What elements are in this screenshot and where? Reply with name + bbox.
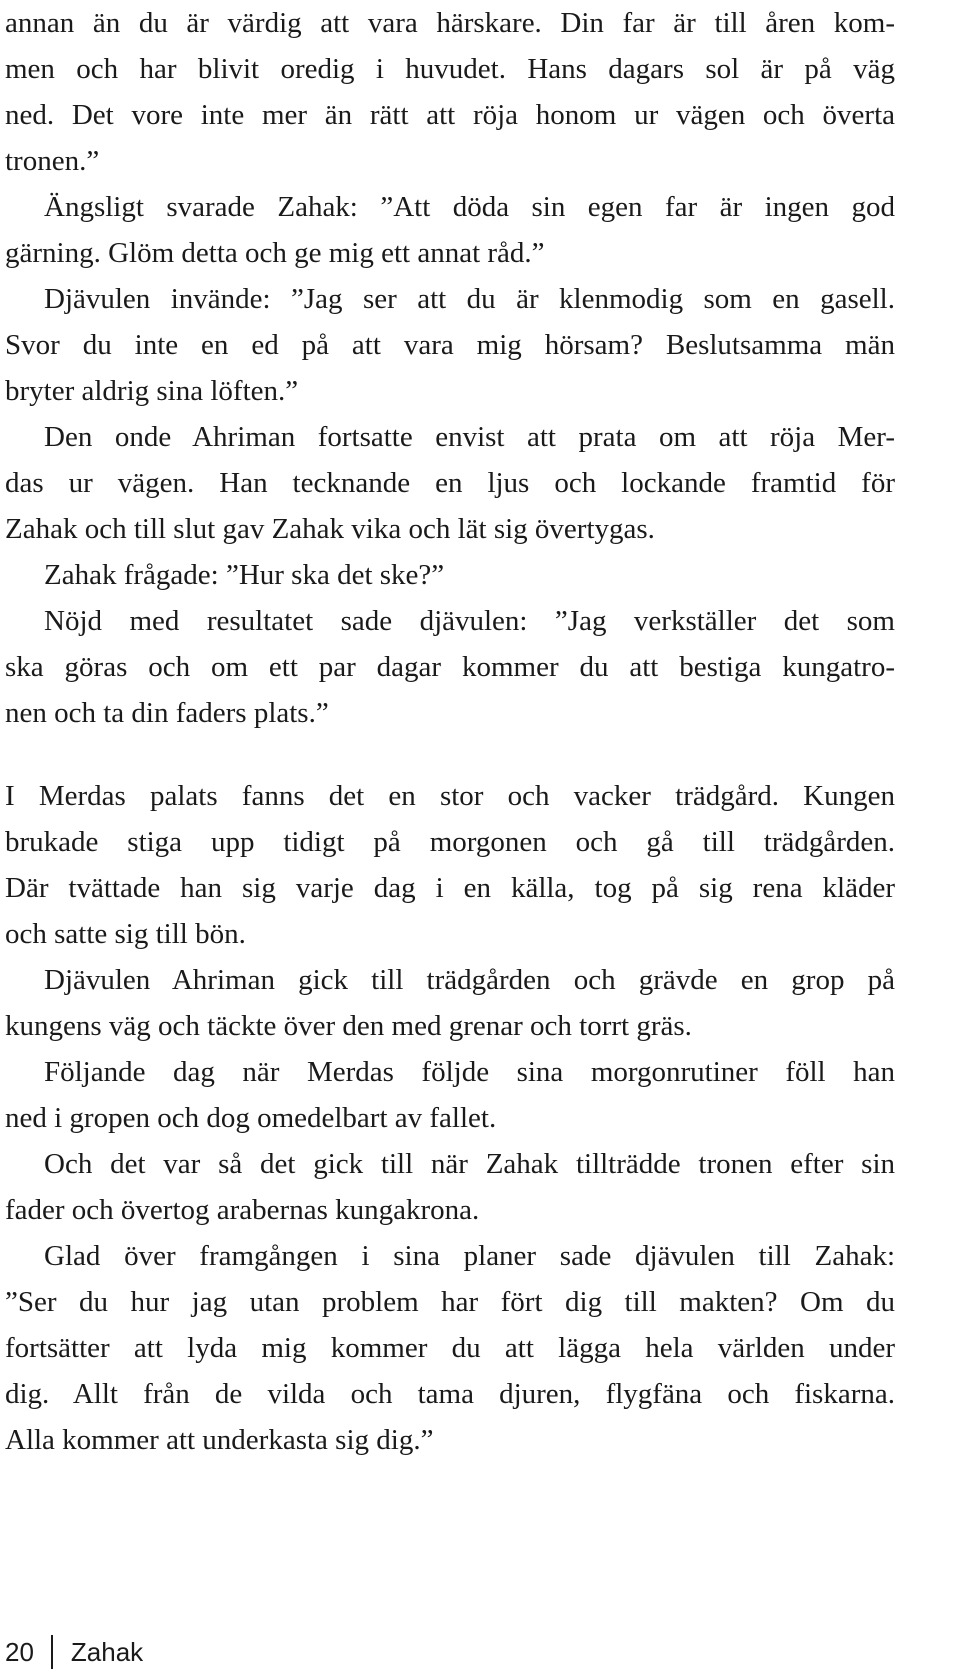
footer-divider	[51, 1635, 53, 1669]
text-line: Zahak och till slut gav Zahak vika och lät sig övertygas.	[5, 513, 655, 545]
text-line: Djävulen Ahriman gick till trädgården och grävde en grop på	[44, 964, 895, 996]
text-line: Svor du inte en ed på att vara mig hörsam? Beslutsamma män	[5, 329, 895, 361]
page-number: 20	[5, 1637, 34, 1667]
text-line: Den onde Ahriman fortsatte envist att prata om att röja Mer-	[44, 421, 895, 453]
text-line: Där tvättade han sig varje dag i en källa, tog på sig rena kläder	[5, 872, 895, 904]
text-line: fader och övertog arabernas kungakrona.	[5, 1194, 480, 1226]
page-footer	[5, 1632, 143, 1672]
text-line: Djävulen invände: ”Jag ser att du är klenmodig som en gasell.	[44, 283, 895, 315]
text-line: gärning. Glöm detta och ge mig ett annat råd.”	[5, 237, 545, 269]
text-line: I Merdas palats fanns det en stor och vacker trädgård. Kungen	[5, 780, 895, 812]
text-line: ”Ser du hur jag utan problem har fört dig till makten? Om du	[5, 1286, 895, 1318]
running-title: Zahak	[70, 1637, 144, 1667]
text-line: och satte sig till bön.	[5, 918, 246, 950]
text-line: Glad över framgången i sina planer sade djävulen till Zahak:	[44, 1240, 895, 1272]
text-line: men och har blivit oredig i huvudet. Hans dagars sol är på väg	[5, 53, 895, 85]
text-line: dig. Allt från de vilda och tama djuren, flygfäna och fiskarna.	[5, 1378, 895, 1410]
text-line: Följande dag när Merdas följde sina morgonrutiner föll han	[44, 1056, 895, 1088]
text-line: bryter aldrig sina löften.”	[5, 375, 299, 407]
text-line: fortsätter att lyda mig kommer du att lägga hela världen under	[5, 1332, 895, 1364]
text-line: Zahak frågade: ”Hur ska det ske?”	[44, 559, 445, 591]
text-line: annan än du är värdig att vara härskare. Din far är till åren kom-	[5, 7, 895, 39]
text-line: kungens väg och täckte över den med grenar och torrt gräs.	[5, 1010, 692, 1042]
text-line: nen och ta din faders plats.”	[5, 697, 329, 729]
text-line: Alla kommer att underkasta sig dig.”	[5, 1424, 434, 1456]
text-line: ska göras och om ett par dagar kommer du att bestiga kungatro-	[5, 651, 895, 683]
text-line: Ängsligt svarade Zahak: ”Att döda sin egen far är ingen god	[44, 191, 895, 223]
text-line: das ur vägen. Han tecknande en ljus och lockande framtid för	[5, 467, 895, 499]
text-line: Nöjd med resultatet sade djävulen: ”Jag verkställer det som	[44, 605, 895, 637]
text-line: ned i gropen och dog omedelbart av fallet.	[5, 1102, 497, 1134]
text-line: brukade stiga upp tidigt på morgonen och gå till trädgården.	[5, 826, 895, 858]
text-line: ned. Det vore inte mer än rätt att röja honom ur vägen och överta	[5, 99, 895, 131]
text-line: Och det var så det gick till när Zahak tillträdde tronen efter sin	[44, 1148, 895, 1180]
text-line: tronen.”	[5, 145, 100, 177]
